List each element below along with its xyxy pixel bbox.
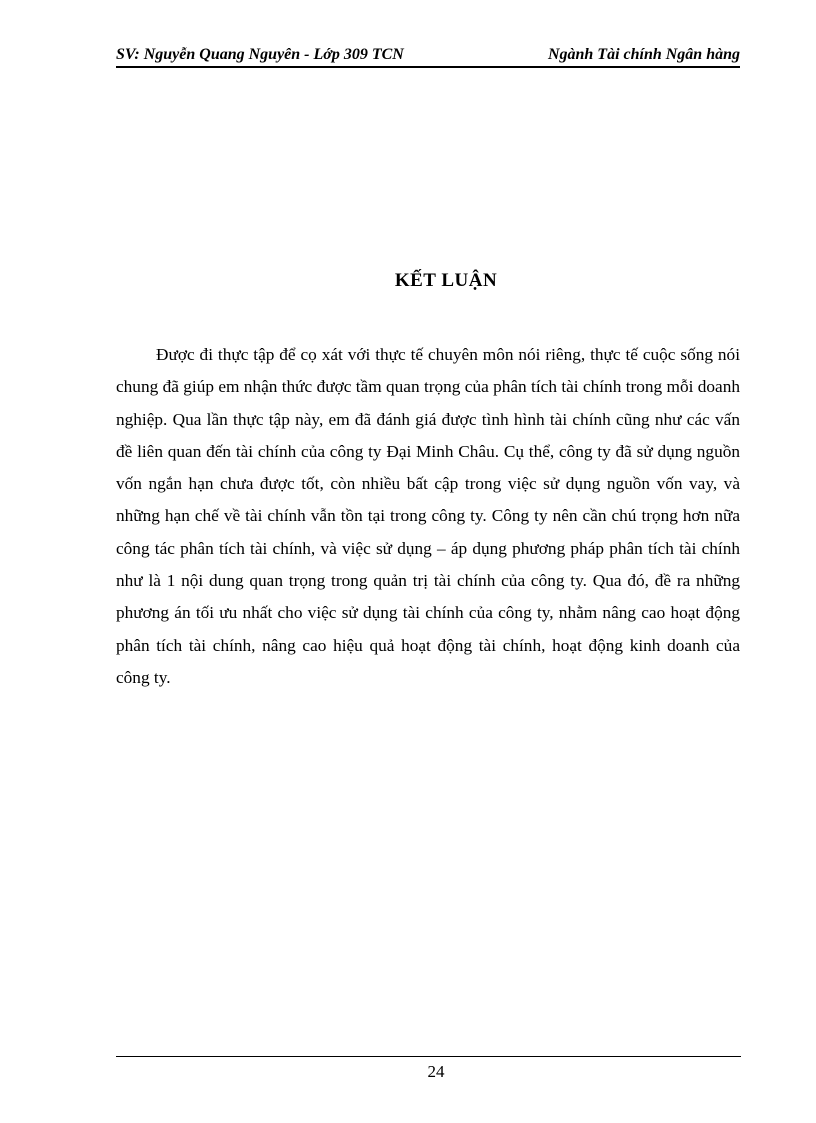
header-major: Ngành Tài chính Ngân hàng	[547, 46, 740, 63]
page-number: 24	[427, 1062, 445, 1081]
section-title: KẾT LUẬN	[394, 270, 498, 291]
conclusion-paragraph: Được đi thực tập để cọ xát với thực tế chuyên môn nói riêng, thực tế cuộc sống nói chung đã giúp em nhận thức được tầm quan trọng của phân tích tài chính trong mỗi doanh nghiệp. Qua lần thực tập này, em đã đánh giá được tình hình tài chính cũng như các vấn đề liên quan đến tài chính của công ty Đại Minh Châu. Cụ thể, công ty đã sử dụng nguồn vốn ngắn hạn chưa được tốt, còn nhiều bất cập trong việc sử dụng nguồn vốn vay, và những hạn chế về tài chính vẫn tồn tại trong công ty. Công ty nên cần chú trọng hơn nữa công tác phân tích tài chính, và việc sử dụng – áp dụng phương pháp phân tích tài chính như là 1 nội dung quan trọng trong quản trị tài chính của công ty. Qua đó, đề ra những phương án tối ưu nhất cho việc sử dụng tài chính của công ty, nhằm nâng cao hoạt động phân tích tài chính, nâng cao hiệu quả hoạt động tài chính, hoạt động kinh doanh của công ty.	[116, 345, 740, 687]
page-header	[116, 44, 740, 68]
header-student-info: SV: Nguyễn Quang Nguyên - Lớp 309 TCN	[116, 46, 404, 63]
footer-divider	[116, 1056, 741, 1057]
